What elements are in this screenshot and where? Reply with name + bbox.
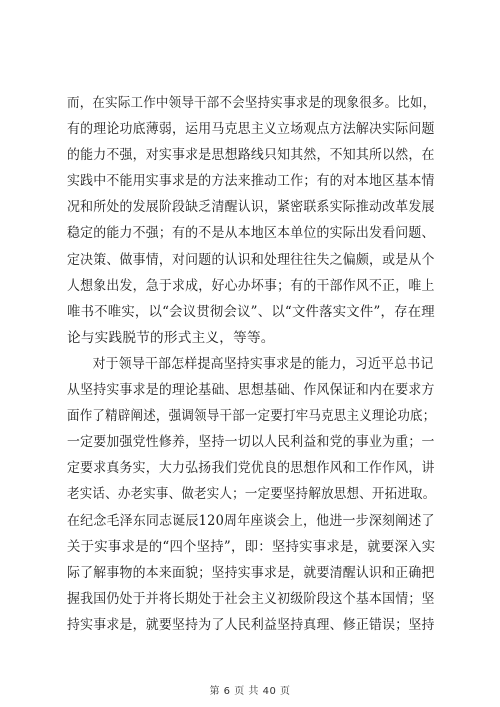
paragraph-2 bbox=[67, 351, 435, 638]
text-line: 老实话、办老实事、做老实人；一定要坚持解放思想、开拓进取。 bbox=[67, 486, 436, 503]
text-line: 握我国仍处于并将长期处于社会主义初级阶段这个基本国情；坚 bbox=[67, 590, 435, 607]
text-line: 在纪念毛泽东同志诞辰120周年座谈会上，他进一步深刻阐述了 bbox=[67, 512, 435, 529]
text-line: 有的理论功底薄弱，运用马克思主义立场观点方法解决实际问题 bbox=[67, 121, 435, 138]
text-line: 定决策、做事情，对问题的认识和处理往往失之偏颇，或是从个 bbox=[67, 251, 435, 268]
text-line: 面作了精辟阐述，强调领导干部一定要打牢马克思主义理论功底； bbox=[67, 408, 436, 425]
text-line: 况和所处的发展阶段缺乏清醒认识，紧密联系实际推动改革发展 bbox=[67, 199, 435, 216]
text-line: 一定要加强党性修养，坚持一切以人民利益和党的事业为重；一 bbox=[67, 434, 435, 451]
text-line: 实践中不能用实事求是的方法来推动工作；有的对本地区基本情 bbox=[67, 173, 435, 190]
body-text bbox=[67, 90, 435, 638]
text-line: 唯书不唯实，以“会议贯彻会议”、以“文件落实文件”，存在理 bbox=[67, 303, 435, 320]
text-line: 从坚持实事求是的理论基础、思想基础、作风保证和内在要求方 bbox=[67, 382, 435, 399]
page-footer bbox=[0, 682, 500, 697]
text-line: 持实事求是，就要坚持为了人民利益坚持真理、修正错误；坚持 bbox=[67, 616, 435, 633]
text-line: 定要求真务实，大力弘扬我们党优良的思想作风和工作作风，讲 bbox=[67, 460, 435, 477]
text-line: 关于实事求是的“四个坚持”，即：坚持实事求是，就要深入实 bbox=[67, 538, 436, 555]
text-line: 论与实践脱节的形式主义，等等。 bbox=[67, 329, 275, 346]
page-number-label: 第 6 页 共 40 页 bbox=[209, 686, 291, 697]
text-line: 稳定的能力不强；有的不是从本地区本单位的实际出发看问题、 bbox=[67, 225, 435, 242]
text-line: 的能力不强，对实事求是思想路线只知其然，不知其所以然，在 bbox=[67, 147, 435, 164]
text-line: 际了解事物的本来面貌；坚持实事求是，就要清醒认识和正确把 bbox=[67, 564, 435, 581]
text-line: 人想象出发，急于求成，好心办坏事；有的干部作风不正，唯上 bbox=[67, 277, 435, 294]
text-line: 而，在实际工作中领导干部不会坚持实事求是的现象很多。比如， bbox=[67, 95, 436, 111]
paragraph-1 bbox=[67, 90, 435, 351]
text-line: 对于领导干部怎样提高坚持实事求是的能力，习近平总书记 bbox=[92, 355, 434, 372]
